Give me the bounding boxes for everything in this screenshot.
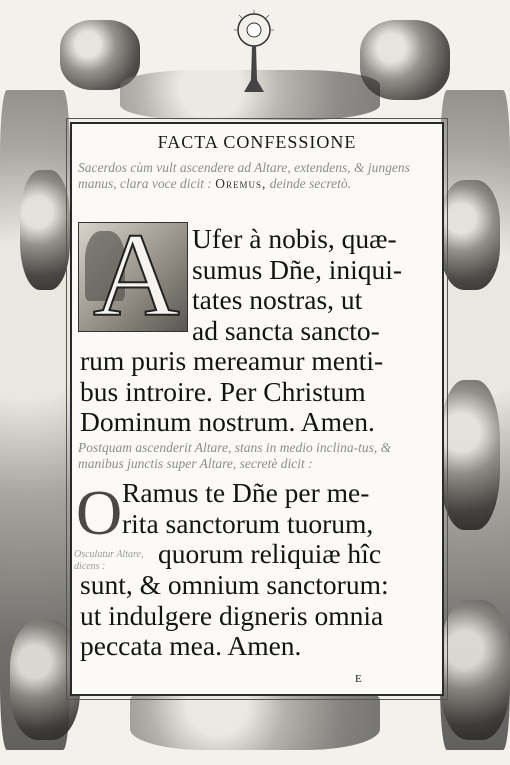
para2-line-1: Ramus te Dñe per me- xyxy=(122,477,370,508)
paragraph-1-full xyxy=(80,346,383,438)
paragraph-2-rest xyxy=(80,570,389,662)
paragraph-1-indented xyxy=(192,224,402,346)
page-title: FACTA CONFESSIONE xyxy=(157,132,357,152)
para1-line-3: tates nostras, ut xyxy=(192,284,363,315)
para1-line-4: ad sancta sancto- xyxy=(192,314,380,346)
para2-line-3: quorum reliquiæ hîc xyxy=(158,538,382,569)
dropcap-o: O xyxy=(76,477,123,548)
para1-line-5: rum puris mereamur menti- xyxy=(80,345,384,376)
monstrance-icon xyxy=(234,10,274,100)
rubric-1-text: Sacerdos cùm vult ascendere ad Altare, extendens, & jungens manus, clara voce dicit : xyxy=(78,160,410,191)
cherub-left-upper xyxy=(20,170,70,290)
rubric-1 xyxy=(78,160,436,192)
para2-line-4: sunt, & omnium sanctorum: xyxy=(80,569,389,600)
cherub-right-middle xyxy=(440,380,500,530)
text-panel xyxy=(70,122,444,696)
para1-line-2: sumus Dñe, iniqui- xyxy=(192,253,403,285)
cherub-right-upper xyxy=(440,180,500,290)
para1-line-6: bus introire. Per Christum xyxy=(80,375,366,407)
rubric-2: Postquam ascenderit Altare, stans in medio inclina-tus, & manibus junctis super Altare, secretè dicit : xyxy=(78,440,392,471)
cherub-bottom-right xyxy=(440,600,510,740)
paragraph-2-indented xyxy=(158,539,381,570)
para2-line-2: rita sanctorum tuorum, xyxy=(122,507,374,539)
para1-line-7: Dominum nostrum. Amen. xyxy=(80,406,375,437)
para1-line-1: Ufer à nobis, quæ- xyxy=(192,223,397,254)
rubric-1-oremus: Oremus, xyxy=(215,176,267,191)
dropcap-a: A xyxy=(93,222,180,332)
margin-note: Osculatur Altare, dicens : xyxy=(74,549,144,572)
rubric-1-tail: deinde secretò. xyxy=(269,176,351,191)
paragraph-2-top xyxy=(122,478,373,539)
para2-line-5: ut indulgere digneris omnia xyxy=(80,599,384,631)
para2-line-6: peccata mea. Amen. xyxy=(80,630,302,661)
dropcap-a-illustration xyxy=(78,222,188,332)
signature-mark: E xyxy=(355,673,362,685)
